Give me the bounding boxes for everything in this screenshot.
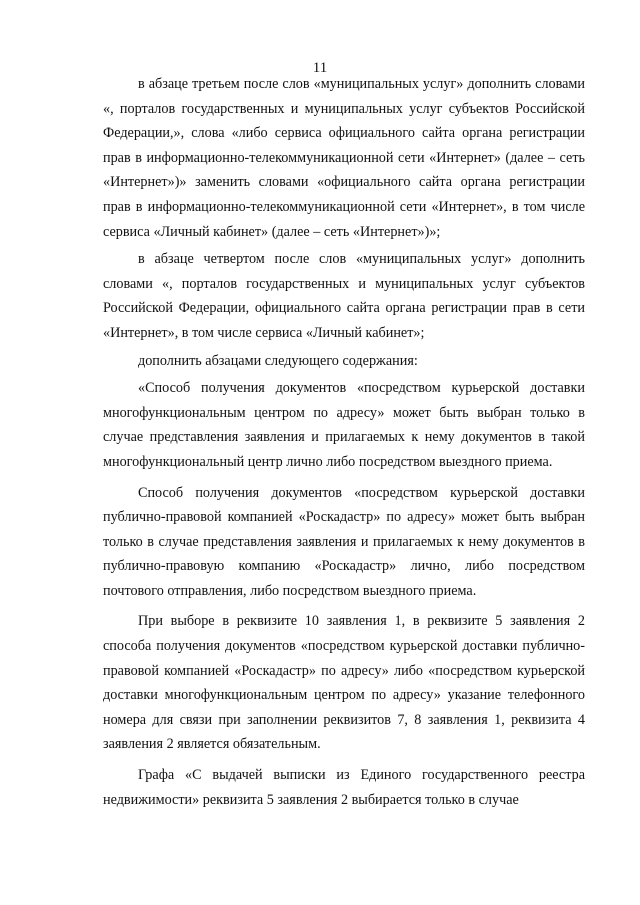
paragraph-2: в абзаце четвертом после слов «муниципальных услуг» дополнить словами «, порталов государственных и муниципальных услуг субъектов Российской Федерации, официального сайта органа регистрации прав в сети «Интернет», в том числе сервиса «Личный кабинет»; <box>103 251 585 341</box>
paragraph-5: Способ получения документов «посредством курьерской доставки публично-правовой компанией «Роскадастр» по адресу» может быть выбран только в случае представления заявления и прилагаемых к нему документов в публично-правовую компанию «Роскадастр» лично, либо посредством почтового отправления, либо посредством выездного приема. <box>103 484 585 599</box>
paragraph-7: Графа «С выдачей выписки из Единого государственного реестра недвижимости» реквизита 5 заявления 2 выбирается только в случае <box>103 767 585 808</box>
paragraph-6: При выборе в реквизите 10 заявления 1, в реквизите 5 заявления 2 способа получения документов «посредством курьерской доставки публично-правовой компанией «Роскадастр» по адресу» либо «посредством курьерской доставки многофункциональным центром по адресу» указание телефонного номера для связи при заполнении реквизитов 7, 8 заявления 1, реквизита 4 заявления 2 является обязательным. <box>103 613 585 753</box>
paragraph-3: дополнить абзацами следующего содержания: <box>138 352 418 369</box>
paragraph-1: в абзаце третьем после слов «муниципальных услуг» дополнить словами «, порталов государственных и муниципальных услуг субъектов Российской Федерации,», слова «либо сервиса официального сайта органа регистрации прав в информационно-телекоммуникационной сети «Интернет» (далее – сеть «Интернет»)» заменить словами «официального сайта органа регистрации прав в информационно-телекоммуникационной сети «Интернет», в том числе сервиса «Личный кабинет» (далее – сеть «Интернет»)»; <box>103 76 585 240</box>
page-number: 11 <box>312 60 328 76</box>
document-body <box>103 72 585 812</box>
paragraph-4: «Способ получения документов «посредством курьерской доставки многофункциональным центром по адресу» может быть выбран только в случае представления заявления и прилагаемых к нему документов в такой многофункциональный центр лично либо посредством выездного приема. <box>103 380 585 470</box>
